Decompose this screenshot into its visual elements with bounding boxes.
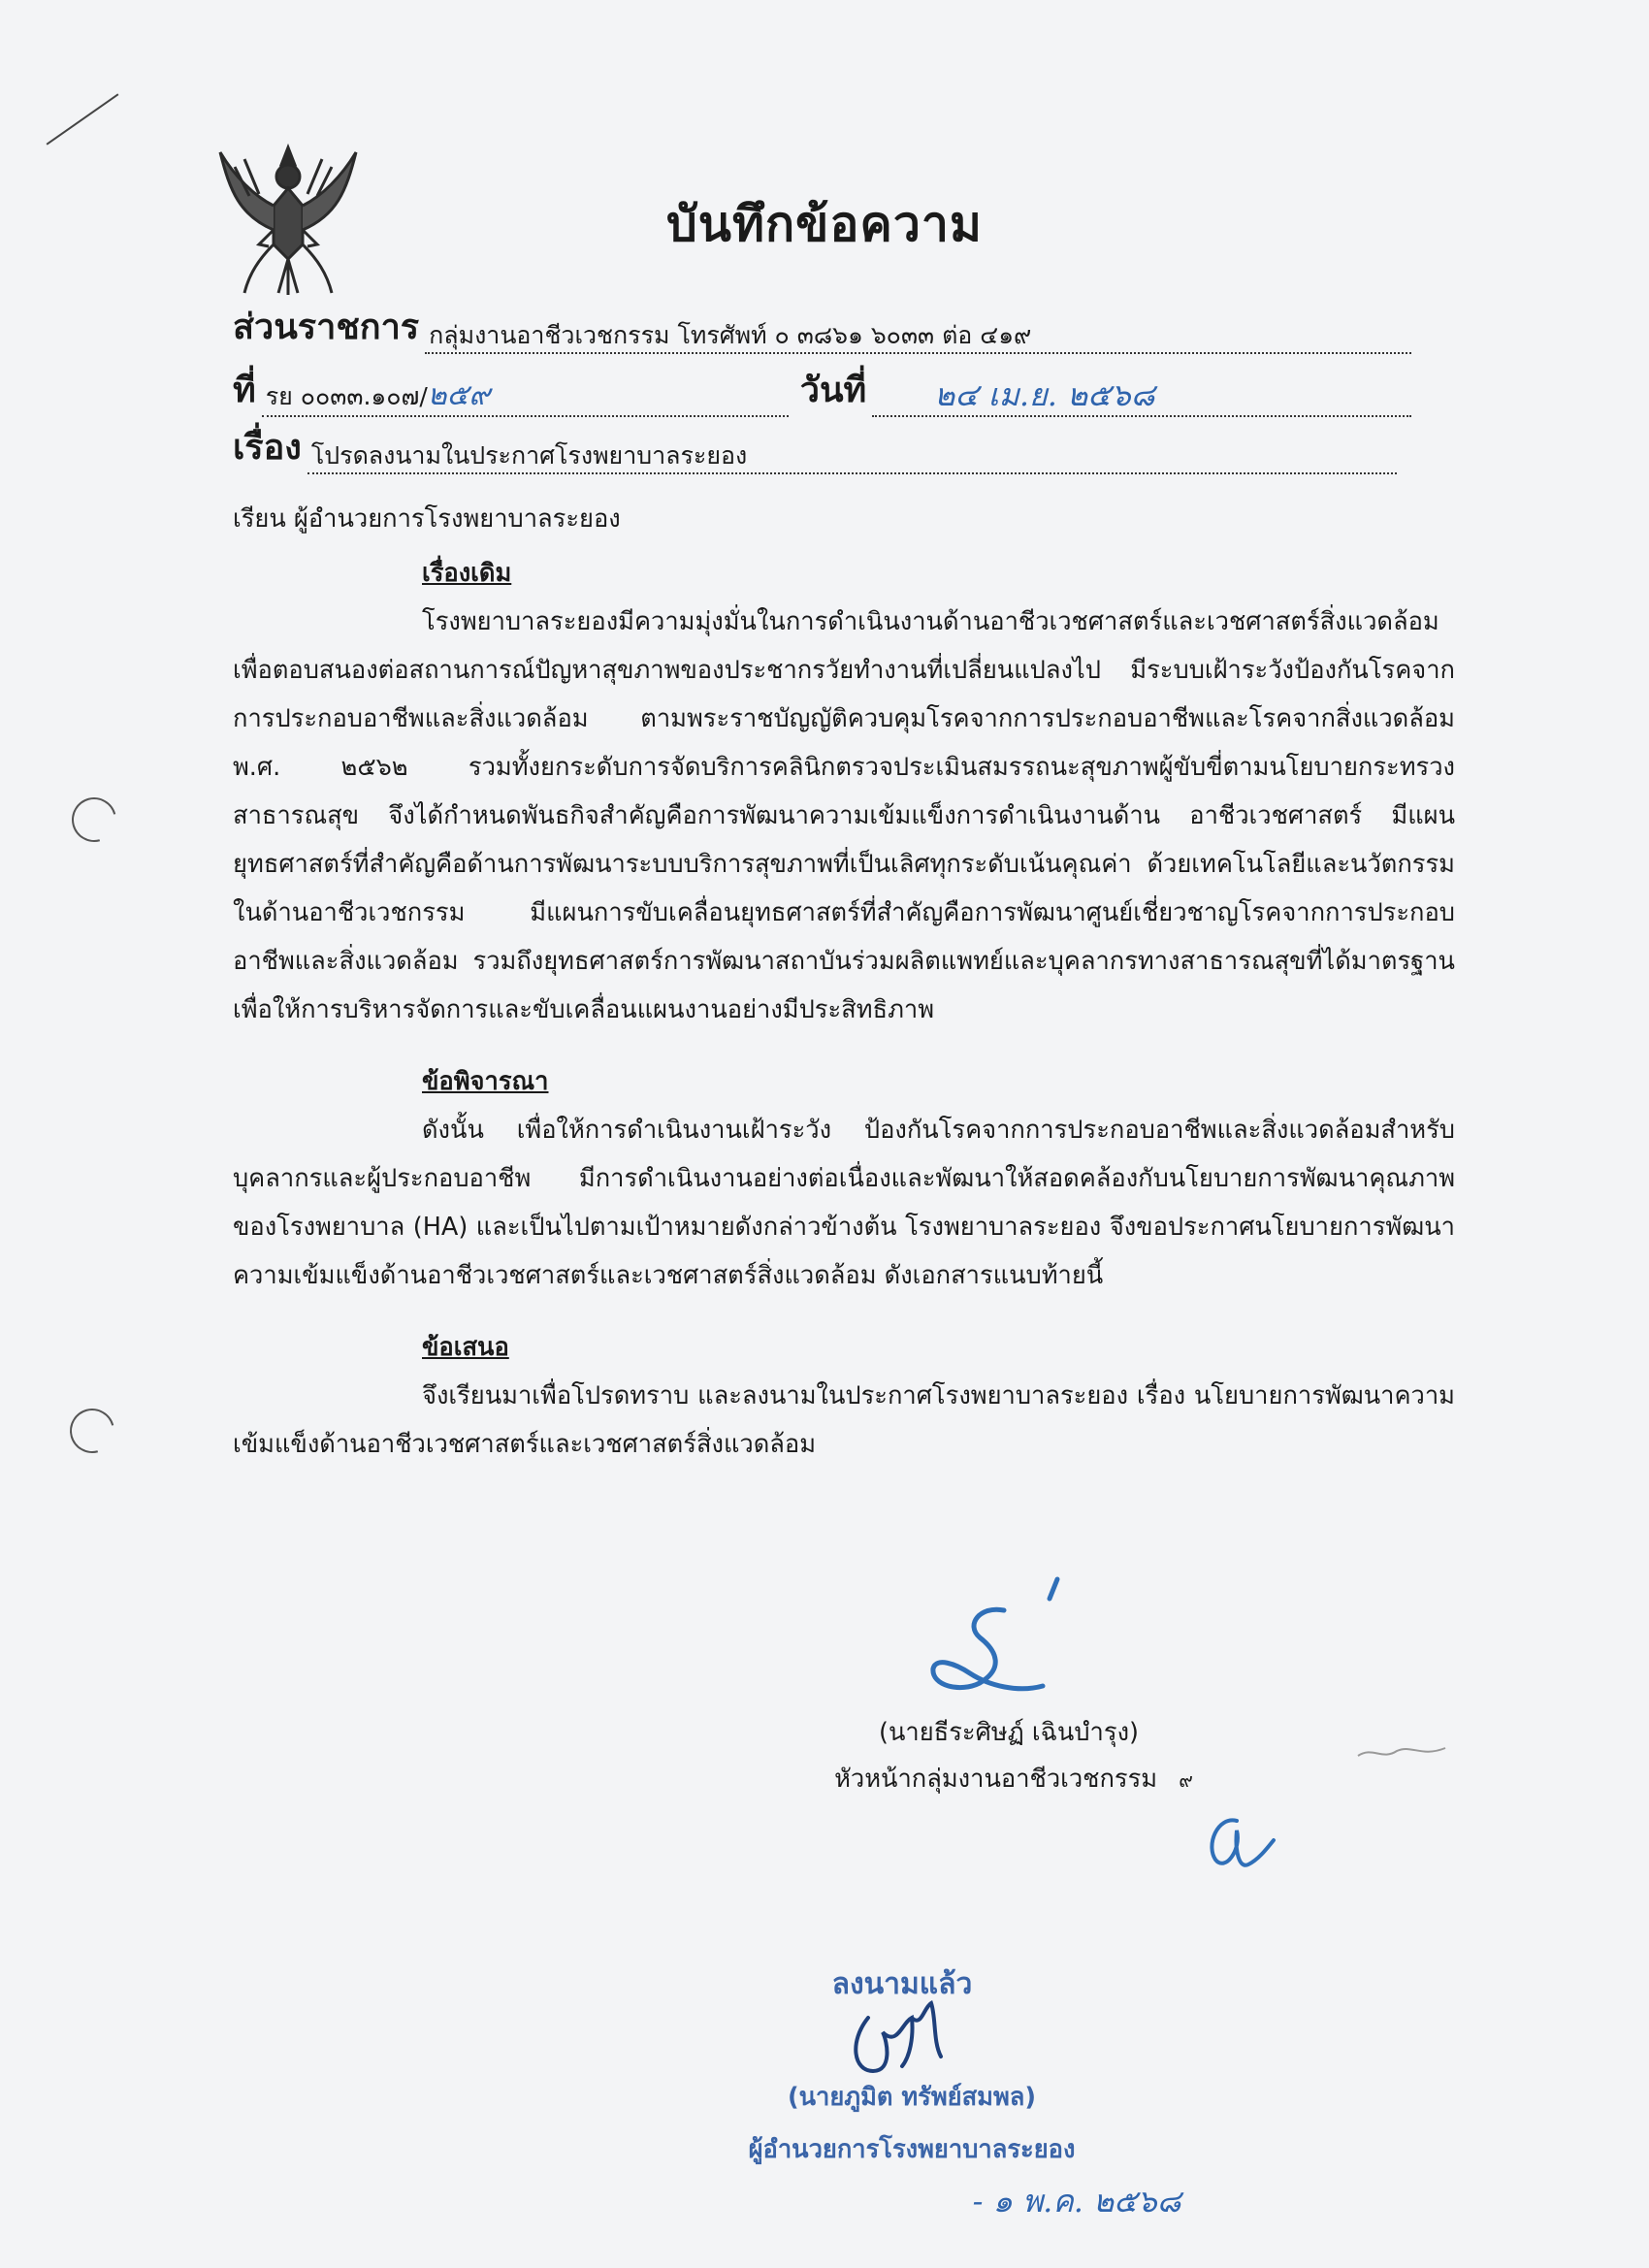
proposal-heading: ข้อเสนอ — [422, 1333, 509, 1362]
reference-value: รย ๐๐๓๓.๑๐๗/ — [265, 382, 428, 410]
reference-label: ที่ — [233, 371, 256, 410]
signer-signature — [912, 1571, 1077, 1698]
director-position: ผู้อำนวยการโรงพยาบาลระยอง — [748, 2135, 1076, 2164]
signer-note-mark: ๙ — [1179, 1768, 1193, 1792]
faint-initial-scribble — [1353, 1736, 1450, 1766]
salutation: เรียน ผู้อำนวยการโรงพยาบาลระยอง — [233, 504, 621, 534]
signer-position-block — [805, 1760, 1222, 1798]
background-heading: เรื่องเดิม — [422, 559, 512, 588]
approval-date-handwritten: - ๑ พ.ค. ๒๕๖๘ — [972, 2183, 1181, 2219]
date-value-handwritten: ๒๔ เม.ย. ๒๕๖๘ — [934, 375, 1155, 413]
proposal-paragraph: จึงเรียนมาเพื่อโปรดทราบ และลงนามในประกาศโรงพยาบาลระยอง เรื่อง นโยบายการพัฒนาความเข้มแข็งด้านอาชีวเวชศาสตร์และเวชศาสตร์สิ่งแวดล้อม — [233, 1381, 1455, 1459]
date-label: วันที่ — [799, 371, 867, 410]
consideration-paragraph: ดังนั้น เพื่อให้การดำเนินงานเฝ้าระวัง ป้องกันโรคจากการประกอบอาชีพและสิ่งแวดล้อมสำหรับบุคลากรและผู้ประกอบอาชีพ มีการดำเนินงานอย่างต่อเนื่องและพัฒนาให้สอดคล้องกับนโยบายการพัฒนาคุณภาพของโรงพยาบาล (HA) และเป็นไปตามเป้าหมายดังกล่าวข้างต้น โรงพยาบาลระยอง จึงขอประกาศนโยบายการพัฒนาความเข้มแข็งด้านอาชีวเวชศาสตร์และเวชศาสตร์สิ่งแวดล้อม ดังเอกสารแนบท้ายนี้ — [233, 1116, 1455, 1290]
reference-number-handwritten: ๒๕๙ — [427, 378, 491, 412]
subject-line — [233, 419, 1397, 474]
memo-body — [233, 495, 1455, 1469]
reference-line — [233, 362, 1411, 417]
department-line — [233, 299, 1411, 354]
blue-initial-mark — [1188, 1806, 1276, 1884]
subject-value: โปรดลงนามในประกาศโรงพยาบาลระยอง — [307, 441, 1397, 474]
department-value: กลุ่มงานอาชีวเวชกรรม โทรศัพท์ ๐ ๓๘๖๑ ๖๐๓๓ ต่อ ๔๑๙ — [425, 321, 1411, 354]
signer-position: หัวหน้ากลุ่มงานอาชีวเวชกรรม — [834, 1765, 1158, 1794]
punch-hole-upper — [64, 790, 125, 851]
punch-hole-lower — [62, 1401, 123, 1462]
subject-label: เรื่อง — [233, 428, 302, 468]
date-value-field — [872, 376, 1411, 417]
consideration-heading: ข้อพิจารณา — [422, 1067, 549, 1096]
reference-value-field — [262, 378, 789, 417]
director-name: (นายภูมิต ทรัพย์สมพล) — [787, 2083, 1037, 2112]
approval-stamp: ลงนามแล้ว — [831, 1967, 973, 2001]
signer-name: (นายธีระศิษฏ์ เฉินบำรุง) — [879, 1718, 1139, 1747]
background-paragraph: โรงพยาบาลระยองมีความมุ่งมั่นในการดำเนินงานด้านอาชีวเวชศาสตร์และเวชศาสตร์สิ่งแวดล้อมเพื่อตอบสนองต่อสถานการณ์ปัญหาสุขภาพของประชากรวัยทำงานที่เปลี่ยนแปลงไป มีระบบเฝ้าระวังป้องกันโรคจากการประกอบอาชีพและสิ่งแวดล้อม ตามพระราชบัญญัติควบคุมโรคจากการประกอบอาชีพและโรคจากสิ่งแวดล้อม พ.ศ. ๒๕๖๒ รวมทั้งยกระดับการจัดบริการคลินิกตรวจประเมินสมรรถนะสุขภาพผู้ขับขี่ตามนโยบายกระทรวงสาธารณสุข จึงได้กำหนดพันธกิจสำคัญคือการพัฒนาความเข้มแข็งการดำเนินงานด้าน อาชีวเวชศาสตร์ มีแผนยุทธศาสตร์ที่สำคัญคือด้านการพัฒนาระบบบริการสุขภาพที่เป็นเลิศทุกระดับเน้นคุณค่า ด้วยเทคโนโลยีและนวัตกรรมในด้านอาชีวเวชกรรม มีแผนการขับเคลื่อนยุทธศาสตร์ที่สำคัญคือการพัฒนาศูนย์เชี่ยวชาญโรคจากการประกอบอาชีพและสิ่งแวดล้อม รวมถึงยุทธศาสตร์การพัฒนาสถาบันร่วมผลิตแพทย์และบุคลากรทางสาธารณสุขที่ได้มาตรฐาน เพื่อให้การบริหารจัดการและขับเคลื่อนแผนงานอย่างมีประสิทธิภาพ — [233, 607, 1455, 1024]
department-label: ส่วนราชการ — [233, 308, 420, 347]
stray-pen-mark — [47, 93, 119, 145]
memo-title: บันทึกข้อความ — [666, 196, 983, 252]
